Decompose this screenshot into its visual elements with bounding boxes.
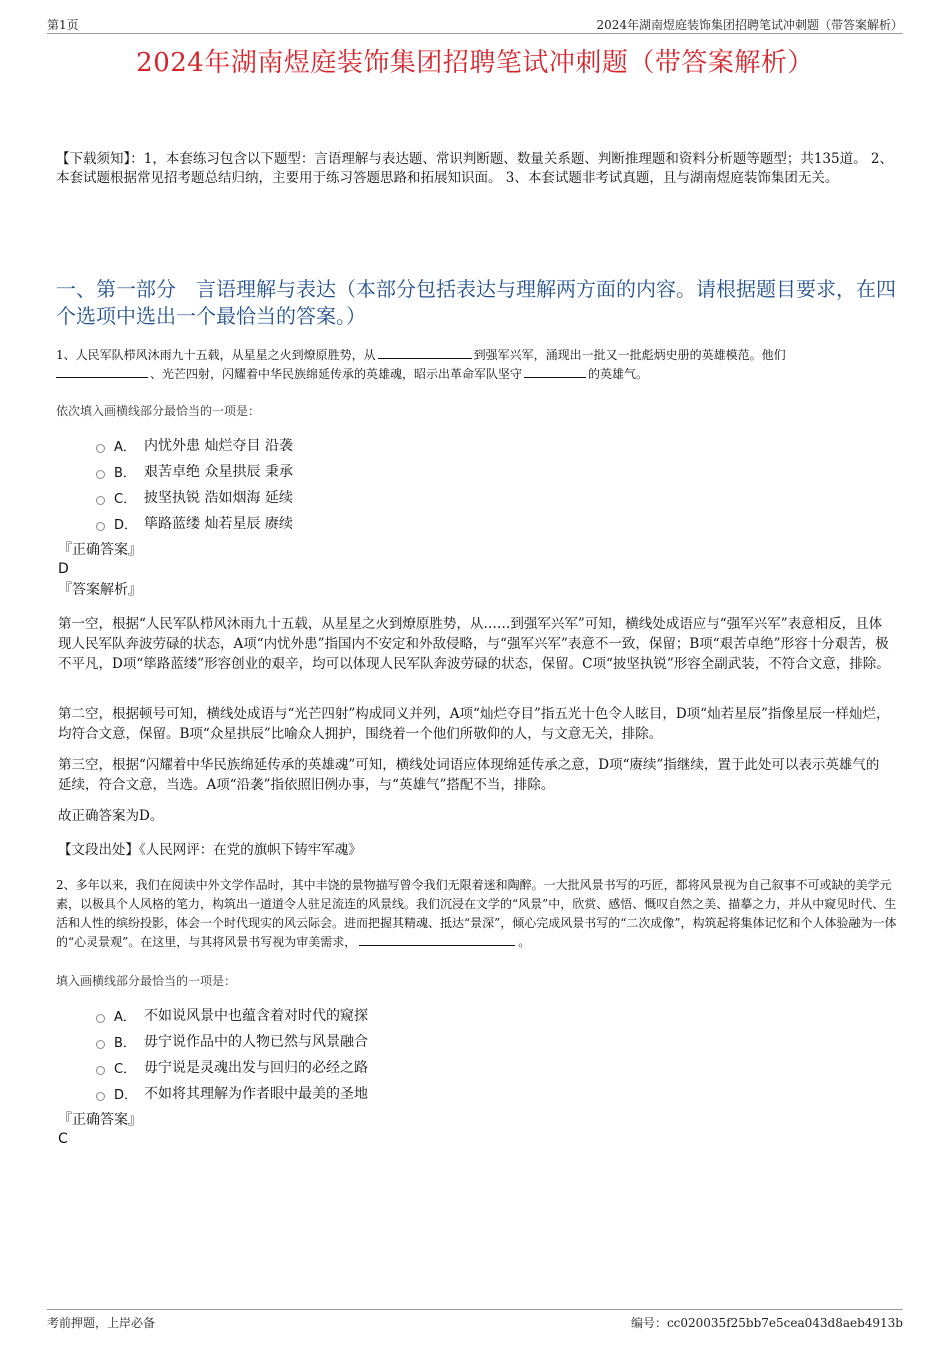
radio-icon[interactable]: [96, 1040, 105, 1049]
q1-answer: D: [58, 561, 69, 577]
q2-option-c[interactable]: [96, 1054, 368, 1080]
option-text: 内忧外患 灿烂夺目 沿袭: [144, 438, 293, 454]
page-footer: [47, 1309, 903, 1330]
radio-icon[interactable]: [96, 1014, 105, 1023]
q1-analysis-label: 『答案解析』: [58, 582, 142, 598]
q1-option-b[interactable]: [96, 458, 293, 484]
q2-text: 2、多年以来，我们在阅读中外文学作品时，其中丰饶的景物描写曾令我们无限着迷和陶醉。一大批风景书写的巧匠，都将风景视为自己叙事不可或缺的美学元素，以极具个人风格的笔力，构筑出一道道令人驻足流连的风景线。我们沉浸在文学的“风景”中，欣赏、感悟、慨叹自然之美、描摹之力，并从中窥见时代、生活和人性的缤纷投影，体会一个时代现实的风云际会。进而把握其精魂、抵达“景深”，倾心完成风景书写的“二次成像”，构筑起将集体记忆和个人体验融为一体的“心灵景观”。在这里，与其将风景书写视为审美需求，: [56, 878, 897, 949]
radio-icon[interactable]: [96, 522, 105, 531]
option-text: 艰苦卓绝 众星拱辰 秉承: [144, 464, 293, 480]
q1-conclusion: 故正确答案为D。: [58, 808, 164, 824]
footer-slogan: 考前押题，上岸必备: [47, 1316, 156, 1330]
q1-answer-label: 『正确答案』: [58, 542, 142, 558]
q1-option-a[interactable]: [96, 432, 293, 458]
option-text: 筚路蓝缕 灿若星辰 赓续: [144, 516, 293, 532]
radio-icon[interactable]: [96, 444, 105, 453]
q1-source: 【文段出处】《人民网评：在党的旗帜下铸牢军魂》: [58, 842, 362, 858]
option-letter: C．: [114, 491, 137, 507]
q1-blank-3: [524, 365, 586, 378]
q2-options: [96, 1002, 368, 1106]
option-text: 不如说风景中也蕴含着对时代的窥探: [144, 1008, 368, 1024]
option-letter: A．: [114, 439, 136, 455]
option-text: 毋宁说作品中的人物已然与风景融合: [144, 1034, 368, 1050]
q2-option-a[interactable]: [96, 1002, 368, 1028]
footer-doc-id: 编号：cc020035f25bb7e5cea043d8aeb4913b: [630, 1316, 903, 1330]
option-text: 不如将其理解为作者眼中最美的圣地: [144, 1086, 368, 1102]
question-1-stem: [56, 346, 898, 384]
q1-text-part2: 到强军兴军，涌现出一批又一批彪炳史册的英雄模范。他们: [473, 348, 786, 362]
q2-text-end: 。: [518, 935, 531, 949]
download-notice: 【下载须知】：1，本套练习包含以下题型：言语理解与表达题、常识判断题、数量关系题、判断推理题和资料分析题等题型；共135道。 2、本套试题根据常见招考题总结归纳，主要用于练习答题思路和拓展知识面。 3、本套试题非考试真题，且与湖南煜庭装饰集团无关。: [56, 151, 893, 186]
section-heading: 一、第一部分 言语理解与表达（本部分包括表达与理解两方面的内容。请根据题目要求，在四个选项中选出一个最恰当的答案。）: [56, 277, 896, 328]
q1-options: [96, 432, 293, 536]
option-letter: A．: [114, 1009, 136, 1025]
option-letter: D．: [114, 517, 138, 533]
question-2-stem: [56, 876, 898, 952]
q2-answer: C: [58, 1131, 68, 1147]
q2-instruction: 填入画横线部分最恰当的一项是：: [56, 974, 237, 988]
option-letter: B．: [114, 465, 136, 481]
radio-icon[interactable]: [96, 470, 105, 479]
page-header: [47, 14, 903, 34]
q1-option-c[interactable]: [96, 484, 293, 510]
q1-analysis-paragraph-2: 第二空，根据顿号可知，横线处成语与“光芒四射”构成同义并列，A项“灿烂夺目”指五光十色令人眩目，D项“灿若星辰”指像星辰一样灿烂，均符合文意，保留。B项“众星拱辰”比喻众人拥护，围绕着一个他们所敬仰的人，与文意无关，排除。: [58, 706, 890, 742]
option-letter: B．: [114, 1035, 136, 1051]
header-doc-title: 2024年湖南煜庭装饰集团招聘笔试冲刺题（带答案解析）: [596, 18, 903, 32]
q2-option-b[interactable]: [96, 1028, 368, 1054]
q1-option-d[interactable]: [96, 510, 293, 536]
q1-instruction: 依次填入画横线部分最恰当的一项是：: [56, 404, 261, 418]
q1-text-part4: 的英雄气。: [588, 367, 649, 381]
page-title: 2024年湖南煜庭装饰集团招聘笔试冲刺题（带答案解析）: [136, 48, 814, 78]
q1-analysis-paragraph-1: 第一空，根据“人民军队栉风沐雨九十五载，从星星之火到燎原胜势，从……到强军兴军”可知，横线处成语应与“强军兴军”表意相反，且体现人民军队奔波劳碌的状态，A项“内忧外患”指国内不安定和外敌侵略，与“强军兴军”表意不一致，保留；B项“艰苦卓绝”形容十分艰苦，极不平凡，D项“筚路蓝缕”形容创业的艰辛，均可以体现人民军队奔波劳碌的状态，保留。C项“披坚执锐”形容全副武装，不符合文意，排除。: [58, 616, 890, 672]
q1-analysis-paragraph-3: 第三空，根据“闪耀着中华民族绵延传承的英雄魂”可知，横线处词语应体现绵延传承之意，D项“赓续”指继续，置于此处可以表示英雄气的延续，符合文意，当选。A项“沿袭”指依照旧例办事，与“英雄气”搭配不当，排除。: [58, 757, 880, 793]
q1-blank-2: [56, 365, 148, 378]
option-letter: D．: [114, 1087, 138, 1103]
option-text: 毋宁说是灵魂出发与回归的必经之路: [144, 1060, 368, 1076]
radio-icon[interactable]: [96, 496, 105, 505]
q1-text-part1: 1、人民军队栉风沐雨九十五载，从星星之火到燎原胜势，从: [56, 348, 376, 362]
q1-text-part3: 、光芒四射，闪耀着中华民族绵延传承的英雄魂，昭示出革命军队坚守: [150, 367, 523, 381]
radio-icon[interactable]: [96, 1092, 105, 1101]
q2-blank: [359, 933, 515, 946]
q1-blank-1: [378, 346, 472, 359]
page-number: 第1页: [47, 18, 79, 32]
option-text: 披坚执锐 浩如烟海 延续: [144, 490, 293, 506]
q2-option-d[interactable]: [96, 1080, 368, 1106]
option-letter: C．: [114, 1061, 137, 1077]
radio-icon[interactable]: [96, 1066, 105, 1075]
q2-answer-label: 『正确答案』: [58, 1112, 142, 1128]
